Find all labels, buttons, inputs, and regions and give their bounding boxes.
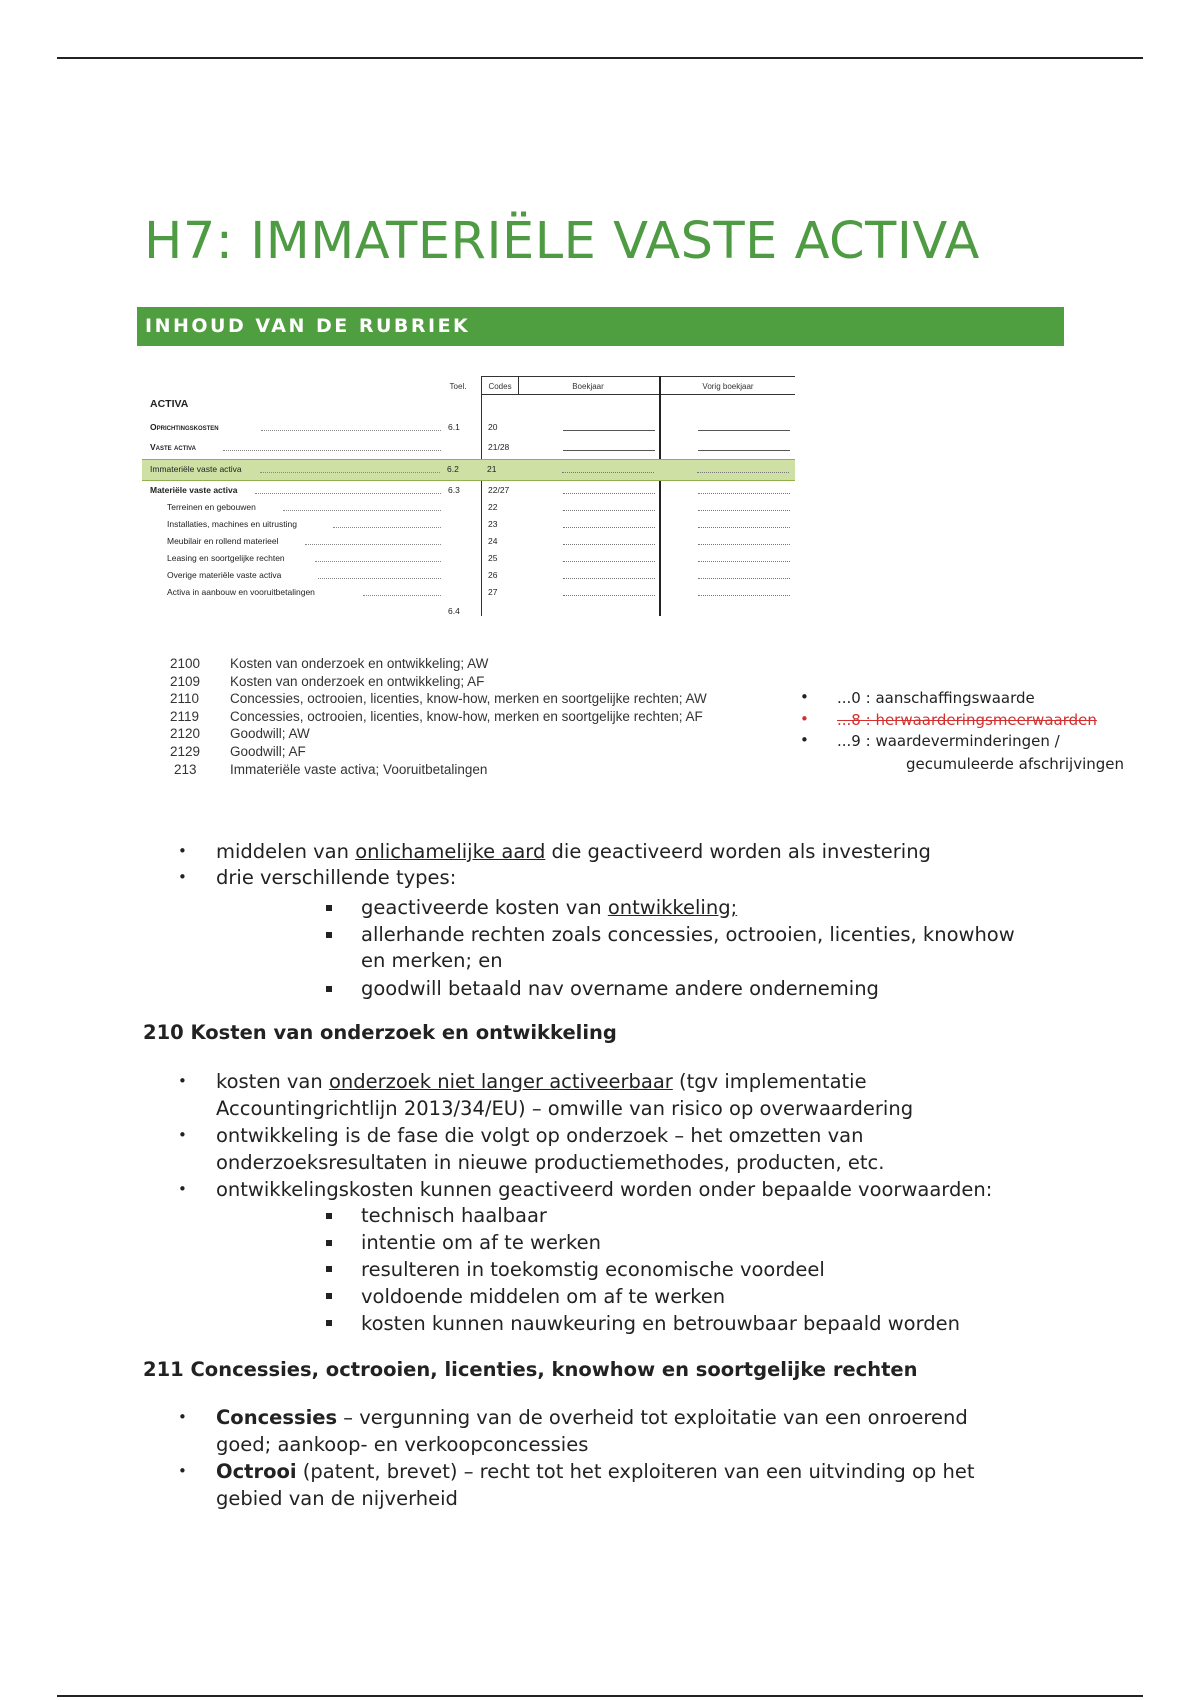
square-bullet-icon <box>326 1293 332 1299</box>
square-bullet-icon <box>326 986 332 992</box>
header-codes: Codes <box>488 382 512 391</box>
section-heading-210: 210 Kosten van onderzoek en ontwikkeling <box>143 1021 617 1044</box>
sub-list-item: geactiveerde kosten van ontwikkeling; <box>361 896 738 919</box>
list-item-continuation: goed; aankoop- en verkoopconcessies <box>216 1433 589 1456</box>
bs-row: Installaties, machines en uitrusting 23 <box>143 517 795 533</box>
bullet-icon: • <box>178 1126 187 1144</box>
sub-list-item: kosten kunnen nauwkeuring en betrouwbaar bepaald worden <box>361 1312 960 1335</box>
list-item: kosten van onderzoek niet langer activeerbaar (tgv implementatie <box>216 1070 867 1093</box>
bs-row: Terreinen en gebouwen 22 <box>143 500 795 516</box>
list-item: ontwikkeling is de fase die volgt op onderzoek – het omzetten van <box>216 1124 864 1147</box>
sub-list-item: allerhande rechten zoals concessies, octrooien, licenties, knowhow <box>361 923 1015 946</box>
sub-list-item: intentie om af te werken <box>361 1231 601 1254</box>
bs-row: Vaste activa 21/28 <box>143 440 795 456</box>
sub-list-item-continuation: en merken; en <box>361 949 503 972</box>
page-title: H7: IMMATERIËLE VASTE ACTIVA <box>144 212 980 271</box>
bullet-icon: • <box>178 842 187 860</box>
section-heading-211: 211 Concessies, octrooien, licenties, knowhow en soortgelijke rechten <box>143 1358 918 1381</box>
square-bullet-icon <box>326 1240 332 1246</box>
list-item-continuation: gebied van de nijverheid <box>216 1487 458 1510</box>
bullet-icon: • <box>178 1180 187 1198</box>
list-item: drie verschillende types: <box>216 866 457 889</box>
list-item-continuation: Accountingrichtlijn 2013/34/EU) – omwille van risico op overwaardering <box>216 1097 914 1120</box>
square-bullet-icon <box>326 1213 332 1219</box>
bs-row: Materiële vaste activa 6.3 22/27 <box>143 483 795 499</box>
square-bullet-icon <box>326 905 332 911</box>
bs-row: Oprichtingskosten 6.1 20 <box>143 420 795 436</box>
square-bullet-icon <box>326 1320 332 1326</box>
bs-row-highlighted: Immateriële vaste activa 6.2 21 <box>142 459 795 481</box>
top-rule <box>57 57 1143 59</box>
square-bullet-icon <box>326 932 332 938</box>
bullet-icon: • <box>178 868 187 886</box>
header-toel: Toel. <box>449 382 467 391</box>
header-boekjaar: Boekjaar <box>572 382 604 391</box>
activa-heading: ACTIVA <box>150 398 189 410</box>
list-item: Concessies – vergunning van de overheid tot exploitatie van een onroerend <box>216 1406 968 1429</box>
list-item-continuation: onderzoeksresultaten in nieuwe productiemethodes, producten, etc. <box>216 1151 885 1174</box>
bullet-icon: • <box>178 1072 187 1090</box>
bottom-rule <box>57 1695 1143 1697</box>
bullet-icon: • <box>178 1462 187 1480</box>
sub-list-item: technisch haalbaar <box>361 1204 547 1227</box>
sub-list-item: resulteren in toekomstig economische voordeel <box>361 1258 825 1281</box>
bs-row: Meubilair en rollend materieel 24 <box>143 534 795 550</box>
sub-list-item: voldoende middelen om af te werken <box>361 1285 726 1308</box>
list-item: ontwikkelingskosten kunnen geactiveerd worden onder bepaalde voorwaarden: <box>216 1178 993 1201</box>
footer-toel: 6.4 <box>448 606 460 616</box>
sub-list-item: goodwill betaald nav overname andere onderneming <box>361 977 879 1000</box>
bullet-icon: • <box>178 1408 187 1426</box>
header-vorig-boekjaar: Vorig boekjaar <box>702 382 754 391</box>
suffix-continuation: gecumuleerde afschrijvingen <box>906 755 1125 773</box>
bs-row: Overige materiële vaste activa 26 <box>143 568 795 584</box>
square-bullet-icon <box>326 1266 332 1272</box>
bs-row: Activa in aanbouw en vooruitbetalingen 27 <box>143 585 795 601</box>
balance-sheet-excerpt <box>143 370 795 620</box>
list-item: Octrooi (patent, brevet) – recht tot het exploiteren van een uitvinding op het <box>216 1460 975 1483</box>
list-item: middelen van onlichamelijke aard die geactiveerd worden als investering <box>216 840 931 863</box>
bs-row: Leasing en soortgelijke rechten 25 <box>143 551 795 567</box>
section-bar: INHOUD VAN DE RUBRIEK <box>137 307 1064 346</box>
